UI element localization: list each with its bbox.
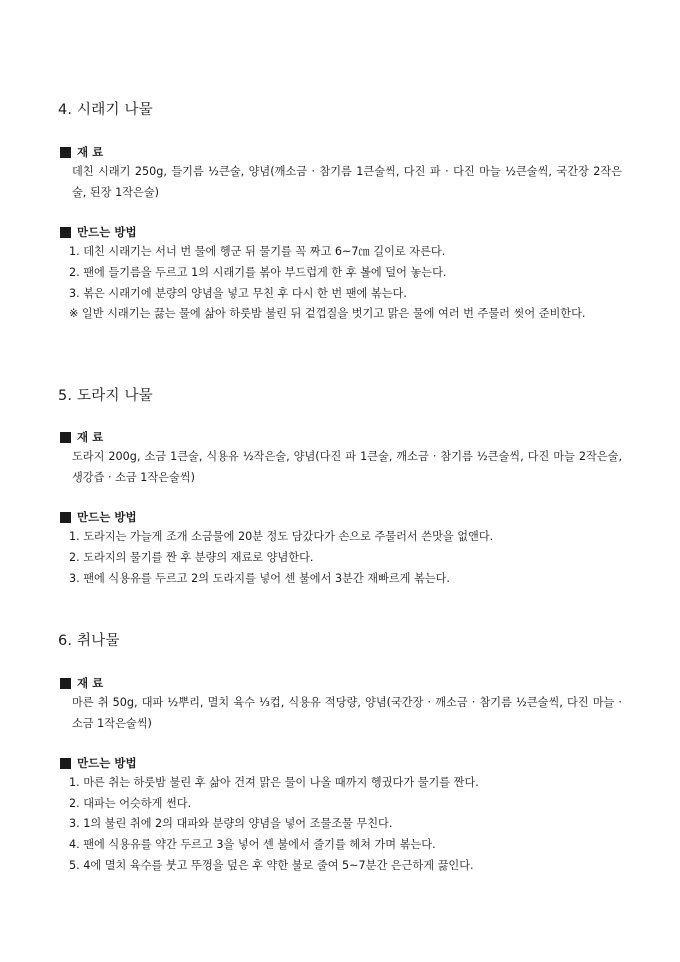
- ingredients-heading: [60, 429, 103, 445]
- recipe-title-siraegi: 4. 시래기 나물: [58, 102, 153, 118]
- method-heading-label: 만드는 방법: [77, 510, 137, 524]
- ingredients-heading-label: 재 료: [77, 676, 104, 690]
- recipe-note: ※ 일반 시래기는 끓는 물에 삶아 하룻밤 불린 뒤 겉껍질을 벗기고 맑은 물에 여러 번 주물러 씻어 준비한다.: [69, 307, 586, 320]
- method-step: 2. 대파는 어슷하게 썬다.: [69, 797, 192, 810]
- method-step: 1. 마른 취는 하룻밤 불린 후 삶아 건져 맑은 물이 나올 때까지 헹궜다가 물기를 짠다.: [69, 776, 479, 789]
- recipe-title-doraji: 5. 도라지 나물: [58, 388, 153, 404]
- method-step: 3. 볶은 시래기에 분량의 양념을 넣고 무친 후 다시 한 번 팬에 볶는다.: [69, 287, 407, 300]
- method-step: 1. 도라지는 가늘게 조개 소금물에 20분 정도 담갔다가 손으로 주물러서 쓴맛을 없앤다.: [69, 530, 494, 543]
- method-heading: [60, 224, 137, 240]
- ingredients-text: 데친 시래기 250g, 들기름 ½큰술, 양념(깨소금 · 참기름 1큰술씩, 다진 파 · 다진 마늘 ½큰술씩, 국간장 2작은술, 된장 1작은술): [72, 165, 622, 199]
- method-step: 2. 팬에 들기름을 두르고 1의 시래기를 볶아 부드럽게 한 후 볼에 덜어 놓는다.: [69, 266, 447, 279]
- ingredients-text: 도라지 200g, 소금 1큰술, 식용유 ½작은술, 양념(다진 파 1큰술, 깨소금 · 참기름 ½큰술씩, 다진 마늘 2작은술, 생강즙 · 소금 1작은술씩): [72, 450, 622, 484]
- method-step: 4. 팬에 식용유를 약간 두르고 3을 넣어 센 불에서 줄기를 헤쳐 가며 볶는다.: [69, 838, 436, 851]
- method-step: 1. 데친 시래기는 서너 번 물에 헹군 뒤 물기를 꼭 짜고 6~7㎝ 길이로 자른다.: [69, 245, 446, 258]
- square-bullet-icon: [60, 678, 71, 689]
- method-heading-label: 만드는 방법: [77, 225, 137, 239]
- method-heading: [60, 509, 137, 525]
- recipe-title-chwinamul: 6. 취나물: [58, 633, 120, 649]
- square-bullet-icon: [60, 227, 71, 238]
- ingredients-heading-label: 재 료: [77, 145, 104, 159]
- method-step: 3. 1의 불린 취에 2의 대파와 분량의 양념을 넣어 조물조물 무친다.: [69, 817, 393, 830]
- square-bullet-icon: [60, 512, 71, 523]
- method-heading: [60, 755, 137, 771]
- ingredients-heading: [60, 675, 103, 691]
- method-heading-label: 만드는 방법: [77, 756, 137, 770]
- ingredients-heading-label: 재 료: [77, 430, 104, 444]
- ingredients-heading: [60, 144, 103, 160]
- square-bullet-icon: [60, 147, 71, 158]
- square-bullet-icon: [60, 432, 71, 443]
- method-step: 3. 팬에 식용유를 두르고 2의 도라지를 넣어 센 불에서 3분간 재빠르게 볶는다.: [69, 572, 450, 585]
- method-step: 2. 도라지의 물기를 짠 후 분량의 재료로 양념한다.: [69, 551, 314, 564]
- ingredients-text: 마른 취 50g, 대파 ½뿌리, 멸치 육수 ⅓컵, 식용유 적당량, 양념(국간장 · 깨소금 · 참기름 ½큰술씩, 다진 마늘 · 소금 1작은술씩): [72, 696, 622, 730]
- method-step: 5. 4에 멸치 육수를 붓고 뚜껑을 덮은 후 약한 불로 줄여 5~7분간 은근하게 끓인다.: [69, 859, 474, 872]
- square-bullet-icon: [60, 758, 71, 769]
